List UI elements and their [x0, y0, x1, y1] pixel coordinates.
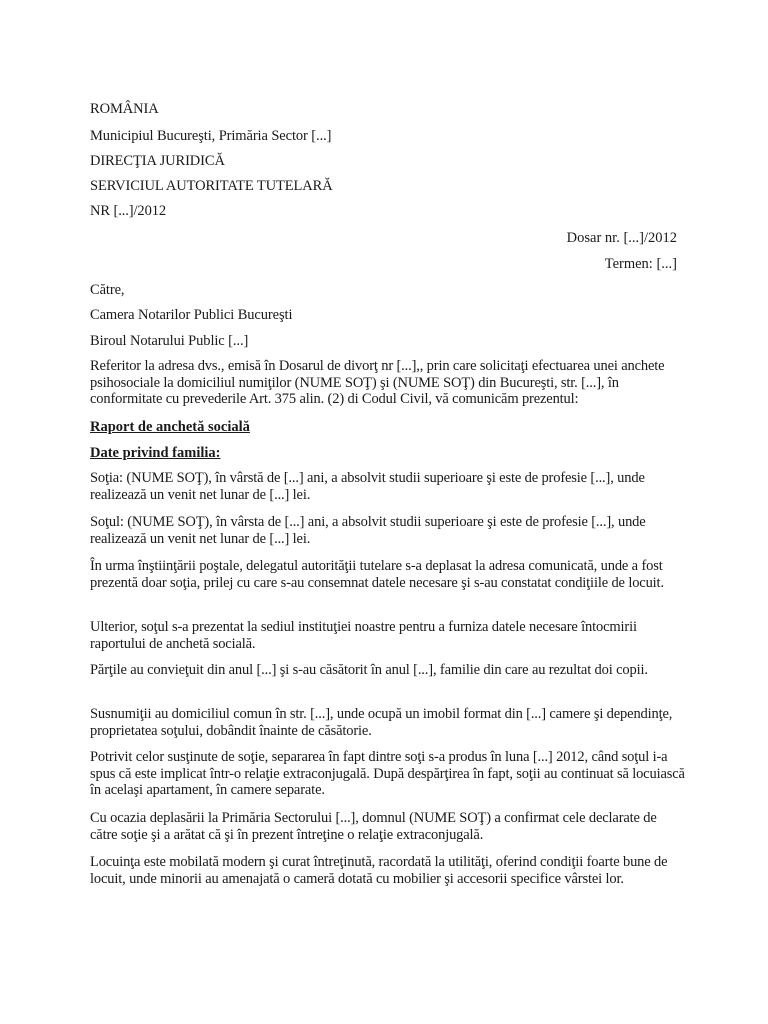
- paragraph-husband-visit: Ulterior, soţul s-a prezentat la sediul instituţiei noastre pentru a furniza datele necesare întocmirii raportului de anchetă socială.: [90, 619, 637, 652]
- paragraph-notification: În urma înştiinţării poştale, delegatul autorităţii tutelare s-a deplasat la adresa comunicată, unde a fost prezentă doar soţia, prilej cu care s-au consemnat datele necesare şi s-au constatat condiţiile de locuit.: [90, 558, 664, 591]
- header-municipality: Municipiul Bucureşti, Primăria Sector [...]: [90, 128, 332, 144]
- file-number: Dosar nr. [...]/2012: [566, 230, 677, 246]
- paragraph-separation: Potrivit celor susţinute de soţie, separarea în fapt dintre soţi s-a produs în luna [...] 2012, când soţul i-a spus că este implicat într-o relaţie extraconjugală. După despărţirea în fapt, soţii au continuat să locuiască în acelaşi apartament, în camere separate.: [90, 749, 685, 798]
- header-country: ROMÂNIA: [90, 101, 159, 117]
- paragraph-husband: Soţul: (NUME SOŢ), în vârsta de [...] ani, a absolvit studii superioare şi este de profesie [...], unde realizează un venit net lunar de [...] lei.: [90, 514, 646, 547]
- family-data-heading: Date privind familia:: [90, 445, 221, 461]
- paragraph-domicile: Susnumiţii au domiciliul comun în str. [...], unde ocupă un imobil format din [...] camere şi dependinţe, proprietatea soţului, dobândit înainte de căsătorie.: [90, 706, 673, 739]
- header-directorate: DIRECŢIA JURIDICĂ: [90, 153, 225, 169]
- header-number: NR [...]/2012: [90, 203, 167, 219]
- report-title: Raport de anchetă socială: [90, 419, 250, 435]
- recipient-office: Biroul Notarului Public [...]: [90, 333, 249, 349]
- paragraph-wife: Soţia: (NUME SOŢ), în vârstă de [...] ani, a absolvit studii superioare şi este de profesie [...], unde realizează un venit net lunar de [...] lei.: [90, 470, 645, 503]
- intro-paragraph: Referitor la adresa dvs., emisă în Dosarul de divorţ nr [...],, prin care solicitaţi efectuarea unei anchete psihosociale la domiciliul numiţilor (NUME SOŢ) şi (NUME SOŢ) din Bucureşti, str. [...], în conformitate cu prevederile Art. 375 alin. (2) di Codul Civil, vă comunicăm prezentul:: [90, 358, 665, 407]
- paragraph-cohabitation: Părţile au convieţuit din anul [...] şi s-au căsătorit în anul [...], familie din care au rezultat doi copii.: [90, 662, 648, 678]
- paragraph-housing: Locuinţa este mobilată modern şi curat întreţinută, racordată la utilităţi, oferind condiţii foarte bune de locuit, unde minorii au amenajată o cameră dotată cu mobilier şi accesorii specifice vârstei lor.: [90, 854, 668, 887]
- recipient-chamber: Camera Notarilor Publici Bucureşti: [90, 307, 293, 323]
- file-term: Termen: [...]: [604, 256, 677, 272]
- paragraph-confirmation: Cu ocazia deplasării la Primăria Sectorului [...], domnul (NUME SOŢ) a confirmat cele declarate de către soţie şi a arătat că şi în prezent întreţine o relaţie extraconjugală.: [90, 810, 657, 843]
- recipient-to: Către,: [90, 282, 125, 298]
- header-service: SERVICIUL AUTORITATE TUTELARĂ: [90, 178, 333, 194]
